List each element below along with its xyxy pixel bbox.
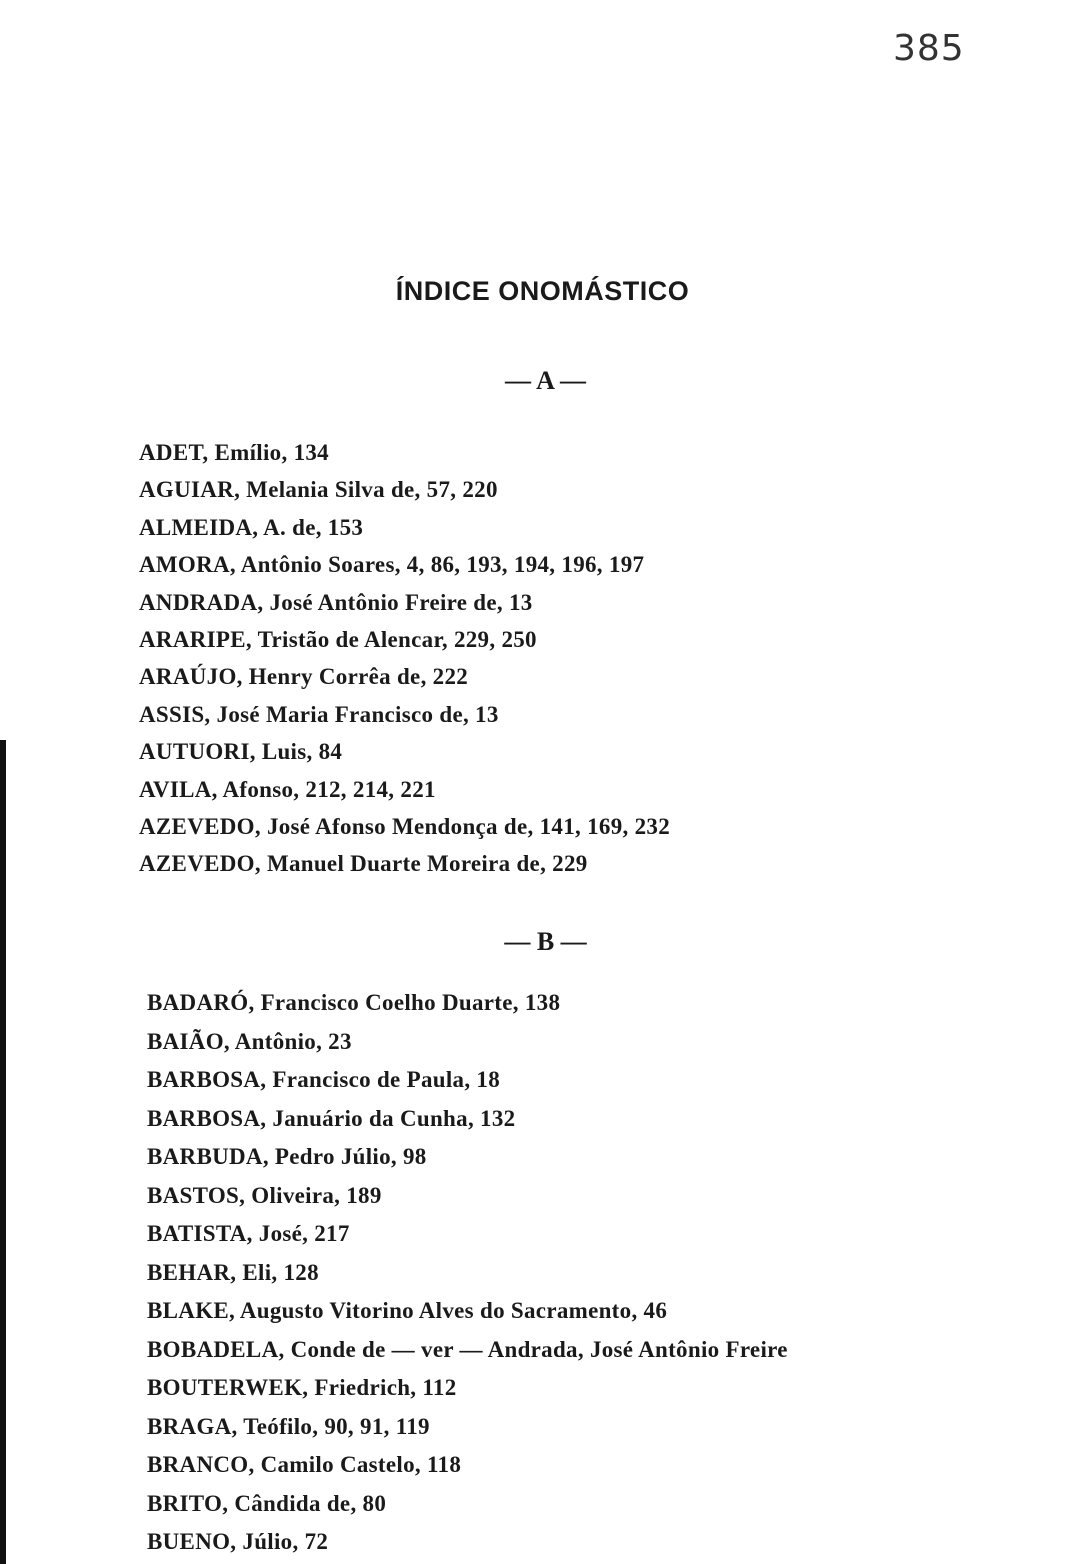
section-header-b: — B — xyxy=(504,927,587,956)
index-entry: BRANCO, Camilo Castelo, 118 xyxy=(147,1452,462,1477)
index-entry: BADARÓ, Francisco Coelho Duarte, 138 xyxy=(147,990,561,1015)
index-entry: BAIÃO, Antônio, 23 xyxy=(147,1028,352,1054)
index-entry: AZEVEDO, José Afonso Mendonça de, 141, 169, 232 xyxy=(139,813,670,839)
index-entry: BUENO, Júlio, 72 xyxy=(147,1529,329,1554)
index-entry: AVILA, Afonso, 212, 214, 221 xyxy=(139,776,436,802)
index-entry: BOBADELA, Conde de — ver — Andrada, José Antônio Freire xyxy=(147,1336,788,1362)
index-entry: AZEVEDO, Manuel Duarte Moreira de, 229 xyxy=(139,851,588,877)
index-entry: AGUIAR, Melania Silva de, 57, 220 xyxy=(139,477,498,503)
index-entry: ALMEIDA, A. de, 153 xyxy=(139,514,364,540)
handwritten-page-number: 385 xyxy=(893,28,965,69)
index-entry: BARBOSA, Francisco de Paula, 18 xyxy=(147,1067,501,1092)
index-list-a xyxy=(139,434,670,883)
page-edge-shadow xyxy=(0,740,6,1564)
index-entry: BATISTA, José, 217 xyxy=(147,1221,350,1246)
index-entry: BARBOSA, Januário da Cunha, 132 xyxy=(147,1105,516,1131)
index-entry: ARAÚJO, Henry Corrêa de, 222 xyxy=(139,664,469,690)
page-title: ÍNDICE ONOMÁSTICO xyxy=(395,276,690,306)
index-entry: BARBUDA, Pedro Júlio, 98 xyxy=(147,1144,427,1169)
index-entry: ANDRADA, José Antônio Freire de, 13 xyxy=(139,589,533,615)
index-entry: BASTOS, Oliveira, 189 xyxy=(147,1182,382,1208)
index-list-b xyxy=(147,984,788,1562)
index-entry: BRITO, Cândida de, 80 xyxy=(147,1490,387,1516)
index-entry: AMORA, Antônio Soares, 4, 86, 193, 194, 196, 197 xyxy=(139,552,645,578)
index-entry: BRAGA, Teófilo, 90, 91, 119 xyxy=(147,1413,430,1439)
index-entry: BEHAR, Eli, 128 xyxy=(147,1259,319,1285)
index-entry: AUTUORI, Luis, 84 xyxy=(139,739,343,765)
index-entry: ADET, Emílio, 134 xyxy=(139,440,329,465)
section-header-a: — A — xyxy=(505,366,586,395)
index-entry: ARARIPE, Tristão de Alencar, 229, 250 xyxy=(139,626,537,652)
index-entry: BLAKE, Augusto Vitorino Alves do Sacramento, 46 xyxy=(147,1298,668,1323)
index-entry: ASSIS, José Maria Francisco de, 13 xyxy=(139,701,499,727)
index-entry: BOUTERWEK, Friedrich, 112 xyxy=(147,1375,457,1400)
